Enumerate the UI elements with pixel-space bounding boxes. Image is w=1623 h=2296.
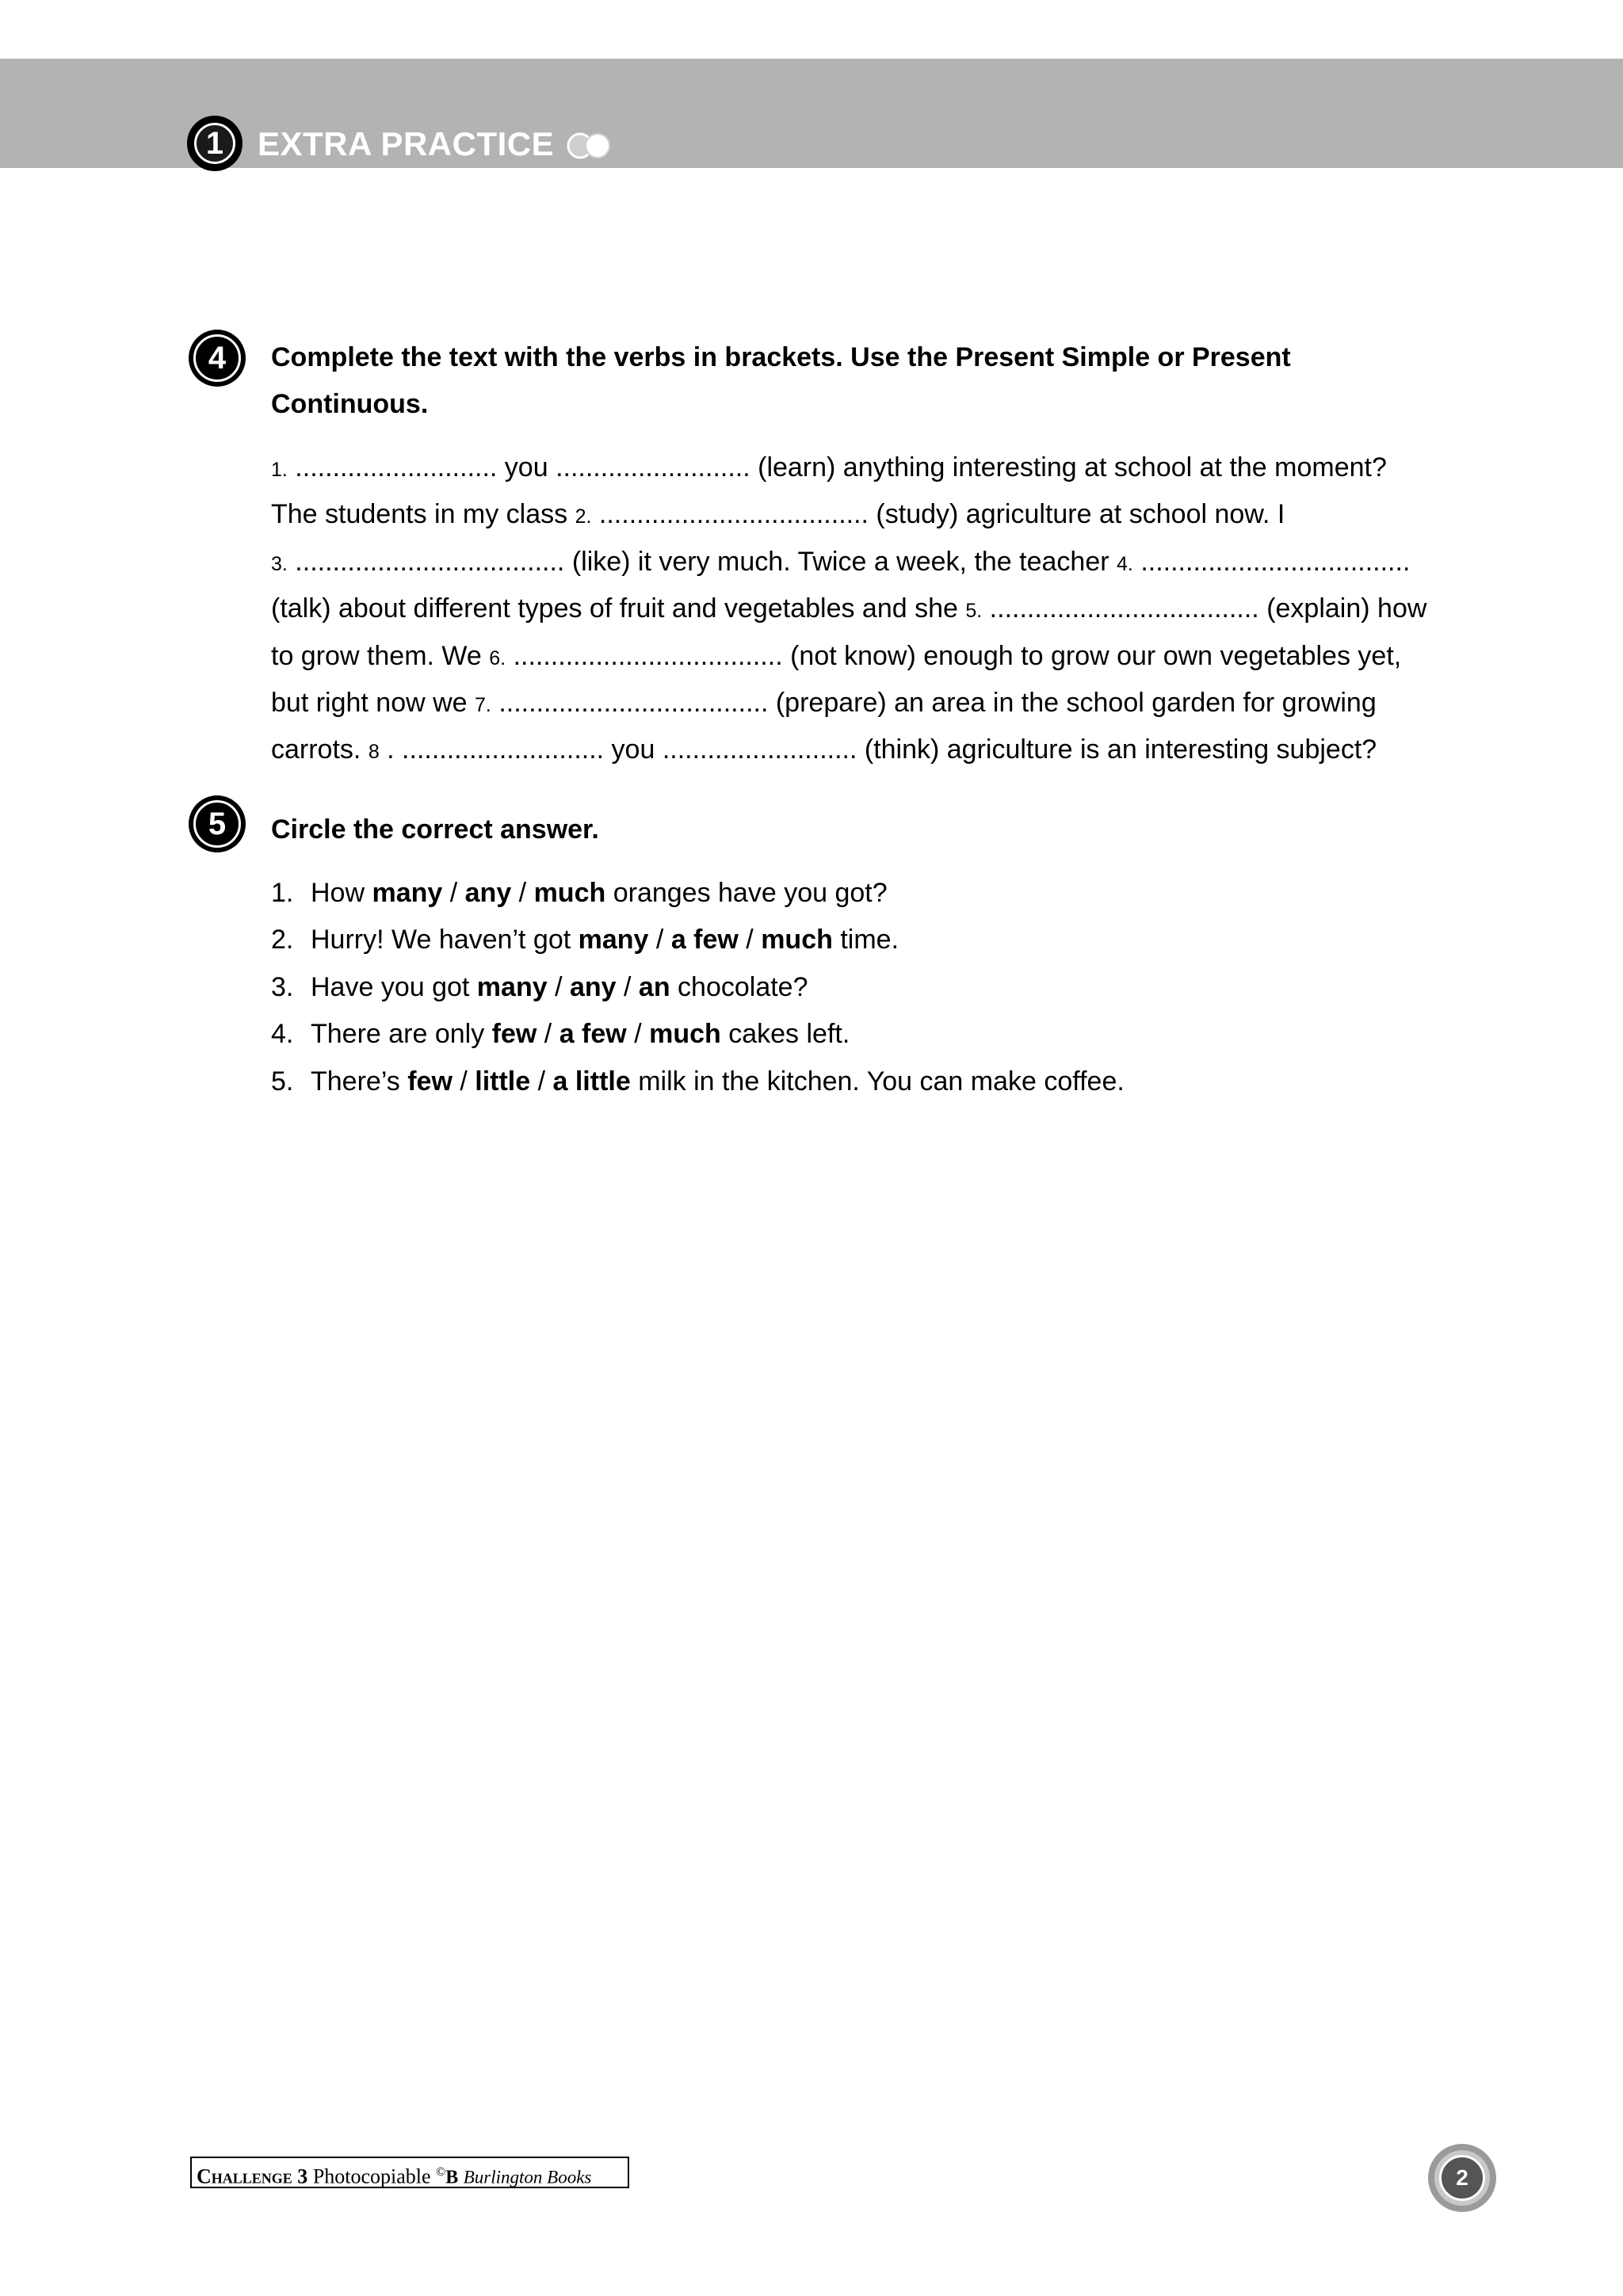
answer-option[interactable]: few [491,1019,537,1050]
list-item [271,1011,1125,1058]
text-segment: / [648,925,671,955]
text-segment: .................................... (like) it very much. Twice a week, the teacher [287,546,1117,577]
answer-option[interactable]: much [761,925,833,955]
exercise-5-list [271,870,1125,1105]
exercise-4-instruction [271,334,1460,428]
text-segment: to grow them. We [271,640,490,671]
answer-option[interactable]: any [464,878,512,908]
exercise-5-instruction: Circle the correct answer. [271,814,599,845]
gap-number: 7. [475,693,491,716]
text-segment: How [311,878,372,908]
text-segment: The students in my class [271,499,575,530]
text-segment: / [547,971,570,1002]
text-segment: / [511,878,534,908]
answer-option[interactable]: many [372,878,443,908]
item-number: 5. [271,1066,294,1097]
text-segment: There’s [311,1066,408,1097]
unit-number-badge [187,116,242,171]
copyright-symbol: © [436,2165,446,2179]
exercise-5-number: 5 [193,800,241,848]
publisher-name: Burlington Books [463,2167,592,2187]
text-segment: .................................... (study) agriculture at school now. I [591,499,1285,530]
answer-option[interactable]: little [475,1066,531,1097]
publisher-logo-icon: B [445,2167,459,2188]
answer-option[interactable]: much [533,878,606,908]
text-segment: oranges have you got? [605,878,888,908]
answer-option[interactable]: an [638,971,670,1002]
text-segment: / [738,925,762,955]
exercise-4-line [271,633,1460,680]
text-segment: time. [832,925,899,955]
text-segment: cakes left. [720,1019,850,1050]
text-segment: but right now we [271,687,475,718]
gap-number: 1. [271,459,288,481]
exercise-4-line [271,539,1460,585]
text-segment: Have you got [311,971,477,1002]
gap-number: 5. [965,600,983,623]
text-segment: . ........................... you .......................... (think) agriculture is an interesting subject? [379,734,1377,765]
item-number: 4. [271,1019,294,1050]
exercise-4-number: 4 [193,334,241,382]
text-segment: ........................... you .......................... (learn) anything interesting at school at the moment? [287,452,1387,482]
page-number: 2 [1439,2155,1485,2201]
answer-option[interactable]: much [649,1019,721,1050]
photocopiable-label: Photocopiable [312,2164,431,2188]
text-segment: / [442,878,465,908]
text-segment: / [452,1066,475,1097]
text-segment: .................................... (not know) enough to grow our own vegetables yet, [506,640,1402,671]
answer-option[interactable]: any [569,971,617,1002]
exercise-4-instruction-line-2: Continuous. [271,389,429,419]
exercise-4-line [271,585,1460,632]
text-segment: Hurry! We haven’t got [311,925,579,955]
text-segment: .................................... (explain) how [982,593,1427,624]
list-item [271,1058,1125,1105]
gap-number: 3. [271,552,288,575]
text-segment: .................................... [1132,546,1411,577]
exercise-4-line [271,491,1460,538]
text-segment: / [537,1019,559,1050]
series-name: Challenge 3 [197,2164,308,2188]
item-number: 1. [271,878,294,908]
gap-number: 4. [1117,552,1133,575]
exercise-4-badge [189,330,246,387]
text-segment: milk in the kitchen. You can make coffee. [630,1066,1125,1097]
text-segment: carrots. [271,734,369,765]
answer-option[interactable]: a little [552,1066,631,1097]
text-segment: (talk) about different types of fruit and vegetables and she [271,593,966,624]
list-item [271,964,1125,1011]
unit-number: 1 [194,123,235,164]
text-segment: / [530,1066,553,1097]
exercise-5-badge [189,795,246,852]
page-number-badge [1428,2144,1496,2212]
exercise-4-line [271,727,1460,773]
text-segment: / [626,1019,650,1050]
answer-option[interactable]: few [407,1066,453,1097]
item-number: 2. [271,925,294,955]
answer-option[interactable]: many [578,925,649,955]
list-item [271,870,1125,917]
exercise-4-line [271,444,1460,491]
text-segment: There are only [311,1019,492,1050]
header-band [0,59,1623,168]
answer-option[interactable]: a few [559,1019,627,1050]
exercise-4-text [271,444,1460,774]
text-segment: chocolate? [670,971,808,1002]
gap-number: 2. [575,505,592,528]
answer-option[interactable]: many [476,971,548,1002]
item-number: 3. [271,971,294,1002]
page-title: EXTRA PRACTICE [258,125,555,162]
answer-option[interactable]: a few [670,925,739,955]
exercise-4-line [271,680,1460,727]
gap-number: 6. [489,646,506,669]
text-segment: .................................... (prepare) an area in the school garden for growing [491,687,1377,718]
list-item [271,917,1125,963]
footer-credit [190,2157,629,2188]
exercise-4-instruction-line-1: Complete the text with the verbs in brackets. Use the Present Simple or Present [271,342,1291,372]
gap-number: 8 [368,741,380,764]
double-circle-icon [564,132,615,160]
text-segment: / [616,971,639,1002]
